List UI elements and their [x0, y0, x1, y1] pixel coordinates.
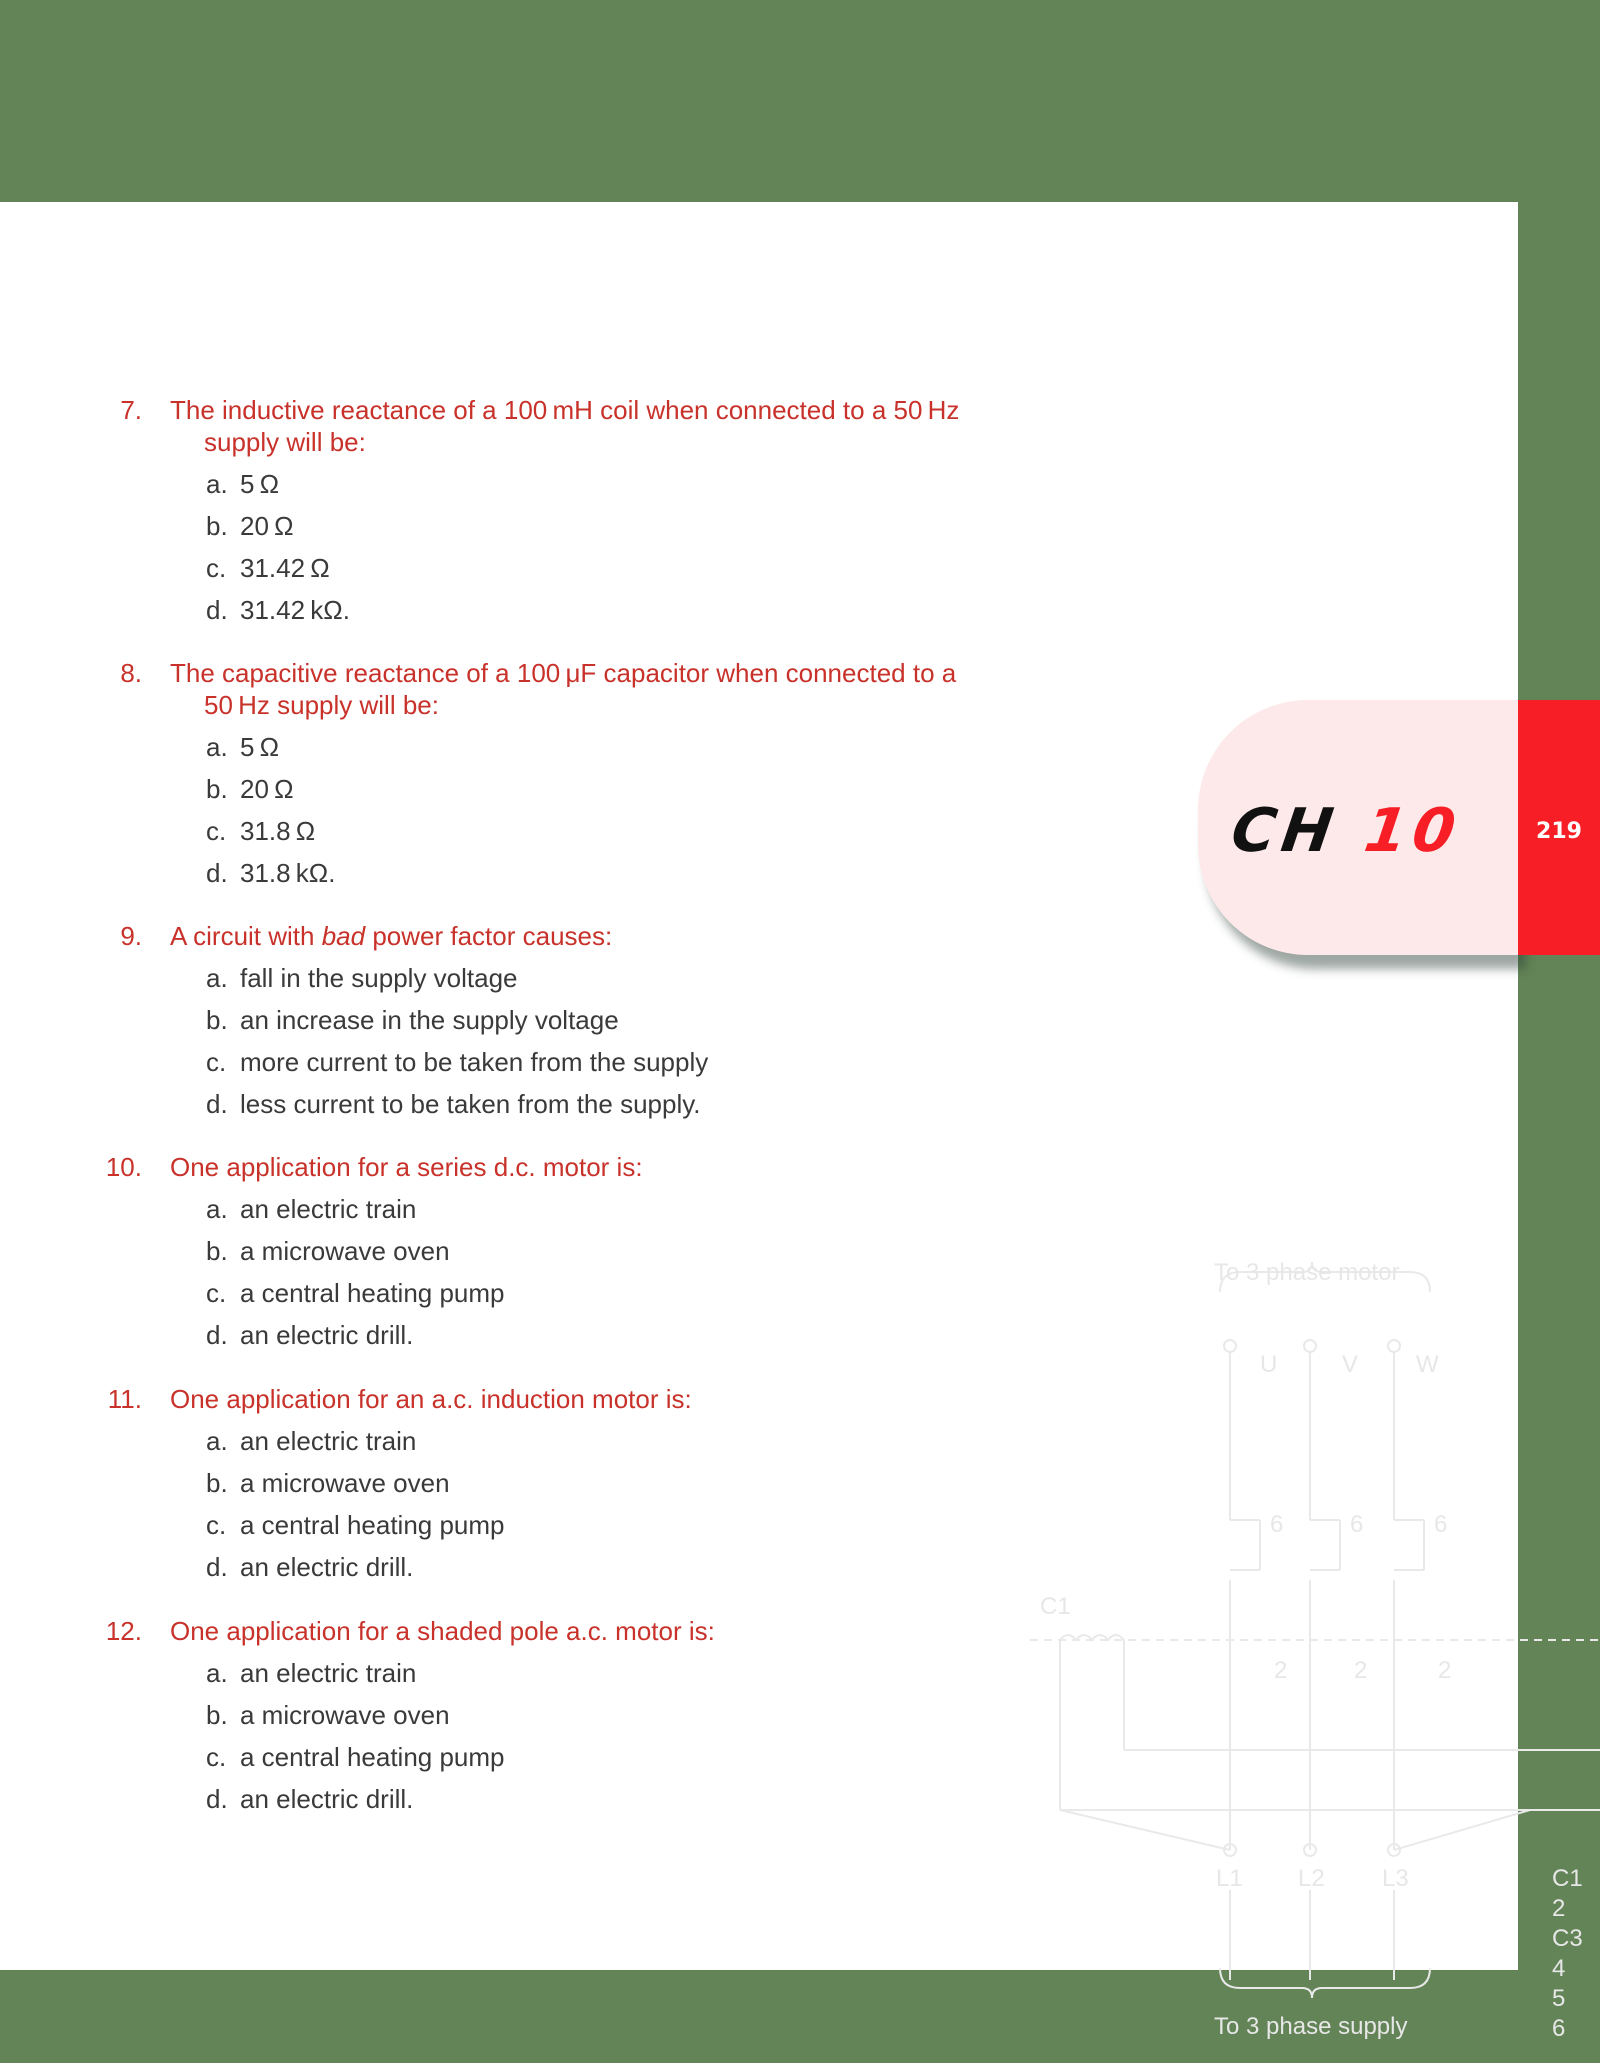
option-10c: c. a central heating pump [206, 1278, 505, 1308]
question-line-1: The inductive reactance of a 100 mH coil when connected to a 50 Hz [170, 395, 960, 425]
chapter-number: 10 [1360, 796, 1466, 866]
question-number: 11. [107, 1384, 142, 1414]
question-text: A circuit with bad power factor causes: [170, 921, 613, 951]
question-number: 12. [105, 1616, 142, 1646]
contact-label-3: 2 [1438, 1657, 1452, 1684]
terminal-u: U [1260, 1351, 1278, 1378]
contact-label-1: 2 [1274, 1657, 1288, 1684]
emphasis-word: bad [321, 921, 366, 951]
overload-label-2: 6 [1350, 1511, 1364, 1538]
side-label-1: C1 [1552, 1865, 1583, 1892]
supply-label: To 3 phase supply [1214, 2013, 1408, 2040]
terminal-w: W [1416, 1351, 1439, 1378]
terminal-v: V [1342, 1351, 1359, 1378]
question-number: 8. [120, 658, 142, 688]
side-label-5: 5 [1552, 1985, 1566, 2012]
supply-terminal-l3: L3 [1382, 1865, 1409, 1892]
overload-label-1: 6 [1270, 1511, 1284, 1538]
option-7c: c. 31.42 Ω [206, 553, 330, 583]
question-text: One application for a shaded pole a.c. motor is: [170, 1616, 715, 1646]
option-8a: a. 5 Ω [206, 732, 280, 762]
option-10a: a. an electric train [206, 1194, 417, 1224]
question-line-2: 50 Hz supply will be: [204, 690, 439, 720]
option-11c: c. a central heating pump [206, 1510, 505, 1540]
question-number: 10. [105, 1152, 142, 1182]
option-11b: b. a microwave oven [206, 1468, 450, 1498]
option-11a: a. an electric train [206, 1426, 417, 1456]
question-number: 7. [120, 395, 142, 425]
option-8b: b. 20 Ω [206, 774, 294, 804]
motor-label: To 3 phase motor [1214, 1259, 1400, 1286]
circuit-diagram-svg [1030, 1250, 1600, 2058]
side-label-4: 4 [1552, 1955, 1566, 1982]
option-8d: d. 31.8 kΩ. [206, 858, 336, 888]
question-number: 9. [120, 921, 142, 951]
coil-label: C1 [1040, 1593, 1071, 1620]
option-7d: d. 31.42 kΩ. [206, 595, 350, 625]
option-9d: d. less current to be taken from the supply. [206, 1089, 701, 1119]
option-9a: a. fall in the supply voltage [206, 963, 518, 993]
option-7b: b. 20 Ω [206, 511, 294, 541]
page-number: 219 [1536, 819, 1582, 844]
overload-label-3: 6 [1434, 1511, 1448, 1538]
question-text: One application for an a.c. induction motor is: [170, 1384, 692, 1414]
option-9b: b. an increase in the supply voltage [206, 1005, 619, 1035]
question-line-1: The capacitive reactance of a 100 μF capacitor when connected to a [170, 658, 957, 688]
option-10d: d. an electric drill. [206, 1320, 414, 1350]
side-label-6: 6 [1552, 2015, 1566, 2042]
option-12a: a. an electric train [206, 1658, 417, 1688]
chapter-label [1227, 796, 1465, 866]
watermark-circuit-diagram [1030, 1250, 1600, 2058]
side-label-2: 2 [1552, 1895, 1566, 1922]
question-line-2: supply will be: [204, 427, 366, 457]
question-text [170, 394, 1000, 458]
option-8c: c. 31.8 Ω [206, 816, 316, 846]
supply-terminal-l1: L1 [1216, 1865, 1243, 1892]
option-12b: b. a microwave oven [206, 1700, 450, 1730]
option-10b: b. a microwave oven [206, 1236, 450, 1266]
chapter-prefix: CH [1227, 796, 1344, 866]
question-text: One application for a series d.c. motor is: [170, 1152, 643, 1182]
option-12c: c. a central heating pump [206, 1742, 505, 1772]
contact-label-2: 2 [1354, 1657, 1368, 1684]
option-12d: d. an electric drill. [206, 1784, 414, 1814]
option-9c: c. more current to be taken from the supply [206, 1047, 709, 1077]
option-11d: d. an electric drill. [206, 1552, 414, 1582]
question-text [170, 657, 1000, 721]
option-7a: a. 5 Ω [206, 469, 280, 499]
side-label-3: C3 [1552, 1925, 1583, 1952]
supply-terminal-l2: L2 [1298, 1865, 1325, 1892]
